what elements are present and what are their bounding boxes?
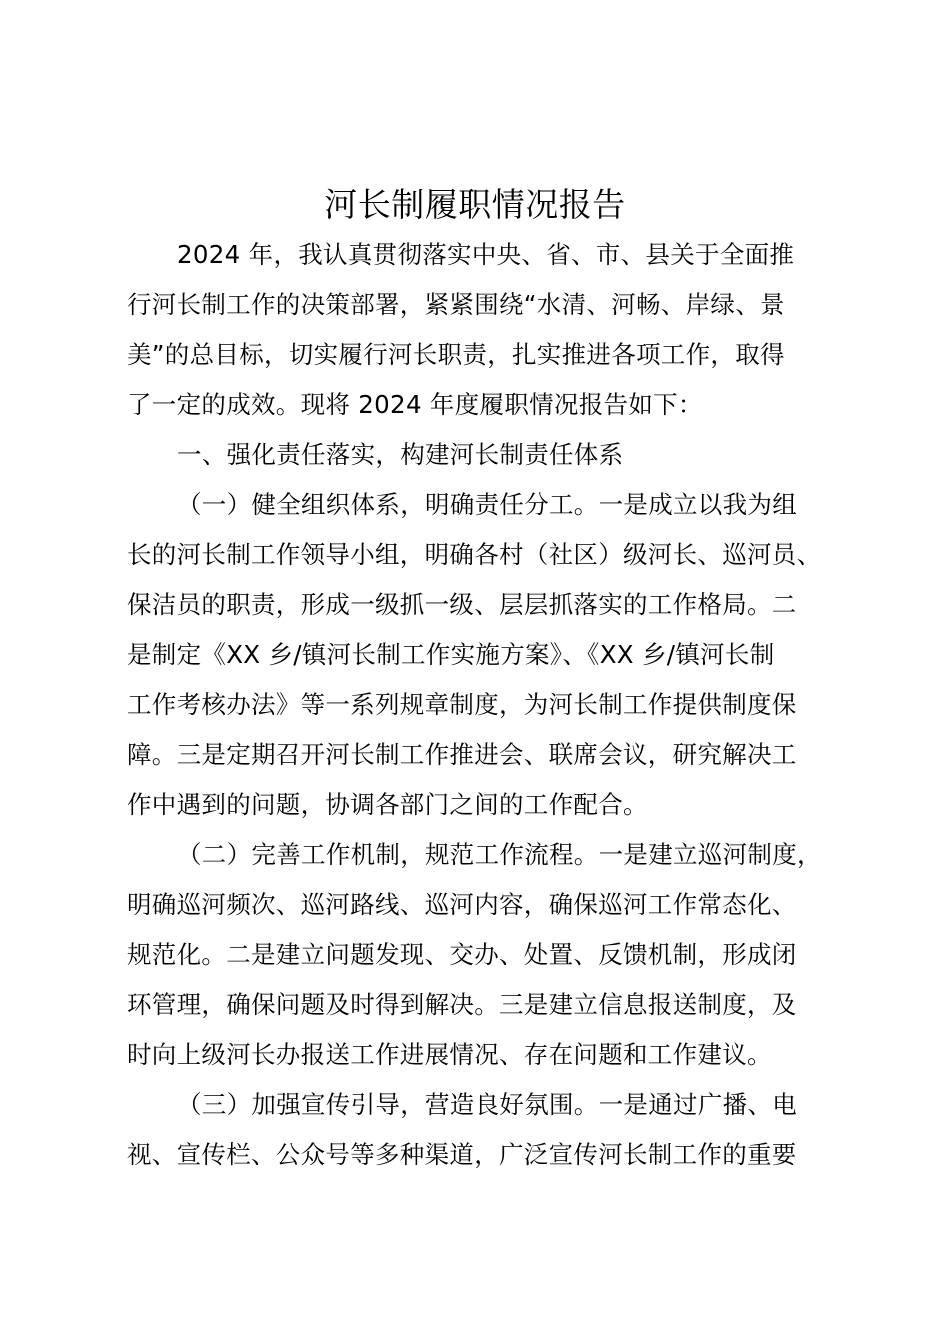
paragraph-line: 时向上级河长办报送工作进展情况、存在问题和工作建议。 (127, 1040, 772, 1069)
paragraph-line: 工作考核办法》等一系列规章制度，为河长制工作提供制度保 (127, 690, 797, 719)
paragraph-line: 保洁员的职责，形成一级抓一级、层层抓落实的工作格局。二 (127, 590, 797, 619)
document-title: 河长制履职情况报告 (324, 185, 626, 224)
paragraph-line: 障。三是定期召开河长制工作推进会、联席会议，研究解决工 (127, 740, 797, 769)
paragraph-line: 作中遇到的问题，协调各部门之间的工作配合。 (127, 790, 648, 819)
paragraph-line: 长的河长制工作领导小组，明确各村（社区）级河长、巡河员、 (127, 540, 822, 569)
paragraph-line: 视、宣传栏、公众号等多种渠道，广泛宣传河长制工作的重要 (127, 1140, 797, 1169)
paragraph-line: 美”的总目标，切实履行河长职责，扎实推进各项工作，取得 (127, 340, 785, 369)
paragraph-line: （二）完善工作机制，规范工作流程。一是建立巡河制度， (177, 840, 822, 869)
section-heading: 一、强化责任落实，构建河长制责任体系 (177, 440, 624, 469)
paragraph-line: （三）加强宣传引导，营造良好氛围。一是通过广播、电 (177, 1090, 797, 1119)
paragraph-line: 环管理，确保问题及时得到解决。三是建立信息报送制度，及 (127, 990, 797, 1019)
paragraph-line: 行河长制工作的决策部署，紧紧围绕“水清、河畅、岸绿、景 (127, 290, 785, 319)
paragraph-line: 2024 年，我认真贯彻落实中央、省、市、县关于全面推 (177, 240, 795, 269)
paragraph-line: （一）健全组织体系，明确责任分工。一是成立以我为组 (177, 490, 797, 519)
paragraph-line: 规范化。二是建立问题发现、交办、处置、反馈机制，形成闭 (127, 940, 797, 969)
paragraph-line: 明确巡河频次、巡河路线、巡河内容，确保巡河工作常态化、 (127, 890, 797, 919)
paragraph-line: 了一定的成效。现将 2024 年度履职情况报告如下： (127, 390, 703, 419)
paragraph-line: 是制定《XX 乡/镇河长制工作实施方案》、《XX 乡/镇河长制 (127, 640, 775, 669)
